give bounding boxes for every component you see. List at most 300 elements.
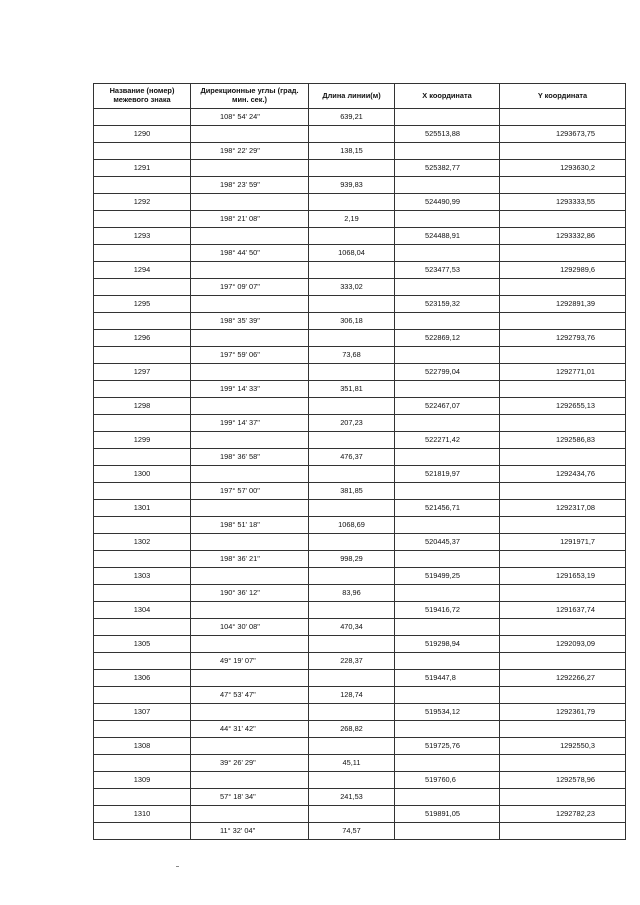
- point-y: 1292361,79: [555, 707, 595, 717]
- point-y: 1293332,86: [555, 231, 595, 241]
- segment-length: 470,34: [309, 619, 395, 636]
- segment-x-cell: [395, 483, 500, 500]
- point-x-cell: [395, 670, 500, 687]
- point-x-cell: [395, 398, 500, 415]
- point-length-cell: [309, 262, 395, 279]
- segment-angle: 198° 21' 08": [220, 214, 260, 224]
- segment-angle: 104° 30' 08": [220, 622, 260, 632]
- point-y: 1292793,76: [555, 333, 595, 343]
- segment-row: [94, 279, 626, 296]
- header-row: [94, 84, 626, 109]
- point-x: 519760,6: [425, 775, 456, 785]
- segment-angle-cell: [191, 347, 309, 364]
- point-row: [94, 262, 626, 279]
- segment-length: 73,68: [309, 347, 395, 364]
- point-x: 519499,25: [425, 571, 460, 581]
- segment-length: 45,11: [309, 755, 395, 772]
- segment-row: [94, 143, 626, 160]
- segment-x-cell: [395, 109, 500, 126]
- point-y: 1292434,76: [555, 469, 595, 479]
- point-row: [94, 636, 626, 653]
- segment-x-cell: [395, 551, 500, 568]
- survey-coordinates-table: [93, 83, 626, 840]
- segment-x-cell: [395, 245, 500, 262]
- table-header: [94, 84, 626, 109]
- table-body: [94, 109, 626, 840]
- segment-angle-cell: [191, 483, 309, 500]
- segment-y-cell: [500, 721, 626, 738]
- point-y: 1292586,83: [555, 435, 595, 445]
- segment-name-cell: [94, 313, 191, 330]
- point-y-cell: [500, 602, 626, 619]
- point-x-cell: [395, 738, 500, 755]
- segment-length: 1068,69: [309, 517, 395, 534]
- segment-length: 83,96: [309, 585, 395, 602]
- segment-name-cell: [94, 789, 191, 806]
- segment-angle: 11° 32' 04": [220, 826, 256, 836]
- point-x-cell: [395, 806, 500, 823]
- point-x: 519447,8: [425, 673, 456, 683]
- point-x: 521456,71: [425, 503, 460, 513]
- point-angle-cell: [191, 398, 309, 415]
- point-x: 521819,97: [425, 469, 460, 479]
- segment-angle: 197° 57' 00": [220, 486, 260, 496]
- segment-row: [94, 313, 626, 330]
- point-angle-cell: [191, 704, 309, 721]
- segment-x-cell: [395, 381, 500, 398]
- segment-angle-cell: [191, 449, 309, 466]
- segment-length: 74,57: [309, 823, 395, 840]
- segment-x-cell: [395, 415, 500, 432]
- point-y: 1292989,6: [560, 265, 595, 275]
- segment-x-cell: [395, 789, 500, 806]
- segment-angle-cell: [191, 653, 309, 670]
- point-name: 1291: [94, 160, 191, 177]
- segment-angle-cell: [191, 279, 309, 296]
- segment-name-cell: [94, 211, 191, 228]
- segment-name-cell: [94, 653, 191, 670]
- point-x: 519725,76: [425, 741, 460, 751]
- point-length-cell: [309, 500, 395, 517]
- segment-length: 306,18: [309, 313, 395, 330]
- point-angle-cell: [191, 602, 309, 619]
- segment-angle: 197° 59' 06": [220, 350, 260, 360]
- point-x-cell: [395, 772, 500, 789]
- segment-x-cell: [395, 211, 500, 228]
- point-x-cell: [395, 534, 500, 551]
- segment-y-cell: [500, 245, 626, 262]
- segment-angle: 44° 31' 42": [220, 724, 256, 734]
- segment-angle-cell: [191, 211, 309, 228]
- header-x-coordinate: X координата: [395, 84, 500, 109]
- point-angle-cell: [191, 466, 309, 483]
- point-y: 1292550,3: [560, 741, 595, 751]
- point-angle-cell: [191, 194, 309, 211]
- segment-angle: 198° 23' 59": [220, 180, 260, 190]
- point-row: [94, 568, 626, 585]
- point-length-cell: [309, 160, 395, 177]
- segment-angle-cell: [191, 381, 309, 398]
- segment-x-cell: [395, 687, 500, 704]
- segment-length: 476,37: [309, 449, 395, 466]
- point-y-cell: [500, 228, 626, 245]
- point-y-cell: [500, 126, 626, 143]
- point-y: 1292771,01: [555, 367, 595, 377]
- segment-name-cell: [94, 177, 191, 194]
- segment-x-cell: [395, 143, 500, 160]
- point-name: 1299: [94, 432, 191, 449]
- point-row: [94, 296, 626, 313]
- point-y-cell: [500, 330, 626, 347]
- segment-row: [94, 823, 626, 840]
- point-row: [94, 670, 626, 687]
- point-name: 1307: [94, 704, 191, 721]
- point-y: 1293630,2: [560, 163, 595, 173]
- point-y: 1291637,74: [555, 605, 595, 615]
- segment-y-cell: [500, 143, 626, 160]
- segment-row: [94, 483, 626, 500]
- segment-angle: 199° 14' 37": [220, 418, 260, 428]
- point-y-cell: [500, 738, 626, 755]
- point-y-cell: [500, 296, 626, 313]
- segment-name-cell: [94, 381, 191, 398]
- segment-y-cell: [500, 755, 626, 772]
- segment-y-cell: [500, 177, 626, 194]
- point-name: 1297: [94, 364, 191, 381]
- point-x: 524488,91: [425, 231, 460, 241]
- segment-angle: 39° 26' 29": [220, 758, 256, 768]
- segment-angle-cell: [191, 177, 309, 194]
- point-x: 522271,42: [425, 435, 460, 445]
- segment-y-cell: [500, 347, 626, 364]
- point-row: [94, 364, 626, 381]
- segment-row: [94, 517, 626, 534]
- segment-name-cell: [94, 245, 191, 262]
- point-name: 1290: [94, 126, 191, 143]
- segment-y-cell: [500, 313, 626, 330]
- segment-angle-cell: [191, 313, 309, 330]
- segment-row: [94, 347, 626, 364]
- point-y: 1292266,27: [555, 673, 595, 683]
- point-x-cell: [395, 432, 500, 449]
- segment-name-cell: [94, 619, 191, 636]
- segment-name-cell: [94, 755, 191, 772]
- point-x: 522869,12: [425, 333, 460, 343]
- point-name: 1296: [94, 330, 191, 347]
- segment-row: [94, 721, 626, 738]
- segment-row: [94, 449, 626, 466]
- point-length-cell: [309, 364, 395, 381]
- point-angle-cell: [191, 160, 309, 177]
- segment-row: [94, 109, 626, 126]
- segment-x-cell: [395, 347, 500, 364]
- segment-angle: 199° 14' 33": [220, 384, 260, 394]
- segment-row: [94, 619, 626, 636]
- point-length-cell: [309, 296, 395, 313]
- point-y: 1291653,19: [555, 571, 595, 581]
- segment-y-cell: [500, 517, 626, 534]
- point-x-cell: [395, 262, 500, 279]
- point-angle-cell: [191, 126, 309, 143]
- segment-name-cell: [94, 347, 191, 364]
- segment-name-cell: [94, 143, 191, 160]
- segment-y-cell: [500, 585, 626, 602]
- point-y-cell: [500, 432, 626, 449]
- segment-row: [94, 381, 626, 398]
- point-y: 1293673,75: [555, 129, 595, 139]
- point-length-cell: [309, 398, 395, 415]
- point-angle-cell: [191, 330, 309, 347]
- point-angle-cell: [191, 262, 309, 279]
- point-y-cell: [500, 670, 626, 687]
- segment-angle-cell: [191, 687, 309, 704]
- segment-angle: 198° 36' 21": [220, 554, 260, 564]
- point-x: 523477,53: [425, 265, 460, 275]
- point-length-cell: [309, 738, 395, 755]
- segment-row: [94, 245, 626, 262]
- segment-row: [94, 585, 626, 602]
- segment-length: 268,82: [309, 721, 395, 738]
- point-row: [94, 534, 626, 551]
- segment-angle-cell: [191, 823, 309, 840]
- point-y: 1293333,55: [555, 197, 595, 207]
- segment-y-cell: [500, 789, 626, 806]
- segment-y-cell: [500, 687, 626, 704]
- point-y-cell: [500, 806, 626, 823]
- point-row: [94, 704, 626, 721]
- point-row: [94, 194, 626, 211]
- point-y-cell: [500, 636, 626, 653]
- segment-angle: 198° 36' 58": [220, 452, 260, 462]
- point-x: 525382,77: [425, 163, 460, 173]
- segment-length: 241,53: [309, 789, 395, 806]
- segment-angle: 108° 54' 24": [220, 112, 260, 122]
- header-direction-angle: Дирекционные углы (град. мин. сек.): [191, 84, 309, 109]
- point-length-cell: [309, 194, 395, 211]
- point-length-cell: [309, 602, 395, 619]
- point-x: 519298,94: [425, 639, 460, 649]
- segment-y-cell: [500, 279, 626, 296]
- segment-length: 351,81: [309, 381, 395, 398]
- segment-y-cell: [500, 551, 626, 568]
- point-y-cell: [500, 568, 626, 585]
- point-y-cell: [500, 466, 626, 483]
- point-x-cell: [395, 126, 500, 143]
- segment-name-cell: [94, 109, 191, 126]
- point-y: 1292317,08: [555, 503, 595, 513]
- point-x-cell: [395, 364, 500, 381]
- segment-y-cell: [500, 823, 626, 840]
- segment-angle-cell: [191, 517, 309, 534]
- segment-length: 639,21: [309, 109, 395, 126]
- segment-length: 138,15: [309, 143, 395, 160]
- segment-row: [94, 789, 626, 806]
- point-x: 519534,12: [425, 707, 460, 717]
- point-x: 522467,07: [425, 401, 460, 411]
- segment-angle: 197° 09' 07": [220, 282, 260, 292]
- point-row: [94, 806, 626, 823]
- header-line-length: Длина линии(м): [309, 84, 395, 109]
- point-length-cell: [309, 330, 395, 347]
- point-length-cell: [309, 432, 395, 449]
- point-angle-cell: [191, 636, 309, 653]
- segment-angle: 198° 44' 50": [220, 248, 260, 258]
- point-name: 1293: [94, 228, 191, 245]
- point-y-cell: [500, 194, 626, 211]
- segment-name-cell: [94, 279, 191, 296]
- point-x-cell: [395, 330, 500, 347]
- point-name: 1310: [94, 806, 191, 823]
- point-length-cell: [309, 568, 395, 585]
- point-row: [94, 160, 626, 177]
- point-name: 1295: [94, 296, 191, 313]
- point-y: 1292578,96: [555, 775, 595, 785]
- segment-angle: 190° 36' 12": [220, 588, 260, 598]
- segment-angle: 47° 53' 47": [220, 690, 256, 700]
- point-y-cell: [500, 704, 626, 721]
- segment-row: [94, 755, 626, 772]
- segment-angle: 198° 51' 18": [220, 520, 260, 530]
- point-x-cell: [395, 466, 500, 483]
- point-row: [94, 330, 626, 347]
- point-row: [94, 228, 626, 245]
- point-row: [94, 432, 626, 449]
- segment-x-cell: [395, 585, 500, 602]
- point-y-cell: [500, 160, 626, 177]
- segment-x-cell: [395, 177, 500, 194]
- segment-y-cell: [500, 653, 626, 670]
- point-name: 1302: [94, 534, 191, 551]
- point-row: [94, 772, 626, 789]
- point-angle-cell: [191, 534, 309, 551]
- point-name: 1303: [94, 568, 191, 585]
- scan-mark: [176, 866, 179, 867]
- segment-length: 128,74: [309, 687, 395, 704]
- segment-length: 228,37: [309, 653, 395, 670]
- segment-angle-cell: [191, 143, 309, 160]
- point-name: 1308: [94, 738, 191, 755]
- segment-x-cell: [395, 449, 500, 466]
- segment-length: 2,19: [309, 211, 395, 228]
- segment-row: [94, 177, 626, 194]
- segment-y-cell: [500, 109, 626, 126]
- segment-angle-cell: [191, 551, 309, 568]
- point-y-cell: [500, 772, 626, 789]
- segment-x-cell: [395, 653, 500, 670]
- point-angle-cell: [191, 228, 309, 245]
- segment-y-cell: [500, 381, 626, 398]
- point-length-cell: [309, 126, 395, 143]
- point-x-cell: [395, 296, 500, 313]
- point-length-cell: [309, 228, 395, 245]
- segment-row: [94, 687, 626, 704]
- segment-length: 381,85: [309, 483, 395, 500]
- segment-angle: 57° 18' 34": [220, 792, 256, 802]
- segment-length: 1068,04: [309, 245, 395, 262]
- point-row: [94, 602, 626, 619]
- segment-x-cell: [395, 313, 500, 330]
- point-angle-cell: [191, 500, 309, 517]
- segment-angle-cell: [191, 721, 309, 738]
- point-row: [94, 500, 626, 517]
- point-angle-cell: [191, 568, 309, 585]
- segment-name-cell: [94, 551, 191, 568]
- header-y-coordinate: Y координата: [500, 84, 626, 109]
- point-x-cell: [395, 194, 500, 211]
- point-y: 1292093,09: [555, 639, 595, 649]
- segment-y-cell: [500, 211, 626, 228]
- point-x-cell: [395, 500, 500, 517]
- point-y-cell: [500, 534, 626, 551]
- point-angle-cell: [191, 806, 309, 823]
- segment-name-cell: [94, 517, 191, 534]
- point-x-cell: [395, 228, 500, 245]
- segment-row: [94, 551, 626, 568]
- point-x: 519891,05: [425, 809, 460, 819]
- segment-y-cell: [500, 449, 626, 466]
- point-y: 1291971,7: [560, 537, 595, 547]
- point-name: 1305: [94, 636, 191, 653]
- segment-y-cell: [500, 619, 626, 636]
- point-row: [94, 398, 626, 415]
- segment-length: 207,23: [309, 415, 395, 432]
- segment-name-cell: [94, 687, 191, 704]
- segment-angle-cell: [191, 415, 309, 432]
- segment-length: 333,02: [309, 279, 395, 296]
- segment-name-cell: [94, 721, 191, 738]
- segment-row: [94, 415, 626, 432]
- segment-x-cell: [395, 619, 500, 636]
- point-angle-cell: [191, 772, 309, 789]
- point-y-cell: [500, 262, 626, 279]
- point-length-cell: [309, 704, 395, 721]
- point-angle-cell: [191, 364, 309, 381]
- segment-row: [94, 211, 626, 228]
- segment-angle: 198° 22' 29": [220, 146, 260, 156]
- segment-angle-cell: [191, 245, 309, 262]
- point-length-cell: [309, 534, 395, 551]
- segment-y-cell: [500, 415, 626, 432]
- point-x: 519416,72: [425, 605, 460, 615]
- point-length-cell: [309, 670, 395, 687]
- segment-x-cell: [395, 517, 500, 534]
- header-point-name: Название (номер) межевого знака: [94, 84, 191, 109]
- point-y: 1292891,39: [555, 299, 595, 309]
- point-name: 1309: [94, 772, 191, 789]
- point-x: 522799,04: [425, 367, 460, 377]
- point-x-cell: [395, 602, 500, 619]
- point-row: [94, 466, 626, 483]
- point-x-cell: [395, 160, 500, 177]
- point-y-cell: [500, 500, 626, 517]
- point-length-cell: [309, 466, 395, 483]
- point-name: 1306: [94, 670, 191, 687]
- point-name: 1294: [94, 262, 191, 279]
- segment-angle-cell: [191, 619, 309, 636]
- point-length-cell: [309, 806, 395, 823]
- segment-angle: 49° 19' 07": [220, 656, 256, 666]
- point-x-cell: [395, 636, 500, 653]
- point-name: 1298: [94, 398, 191, 415]
- point-x: 525513,88: [425, 129, 460, 139]
- point-y-cell: [500, 398, 626, 415]
- point-row: [94, 126, 626, 143]
- segment-name-cell: [94, 823, 191, 840]
- segment-angle: 198° 35' 39": [220, 316, 260, 326]
- segment-length: 939,83: [309, 177, 395, 194]
- segment-length: 998,29: [309, 551, 395, 568]
- point-angle-cell: [191, 670, 309, 687]
